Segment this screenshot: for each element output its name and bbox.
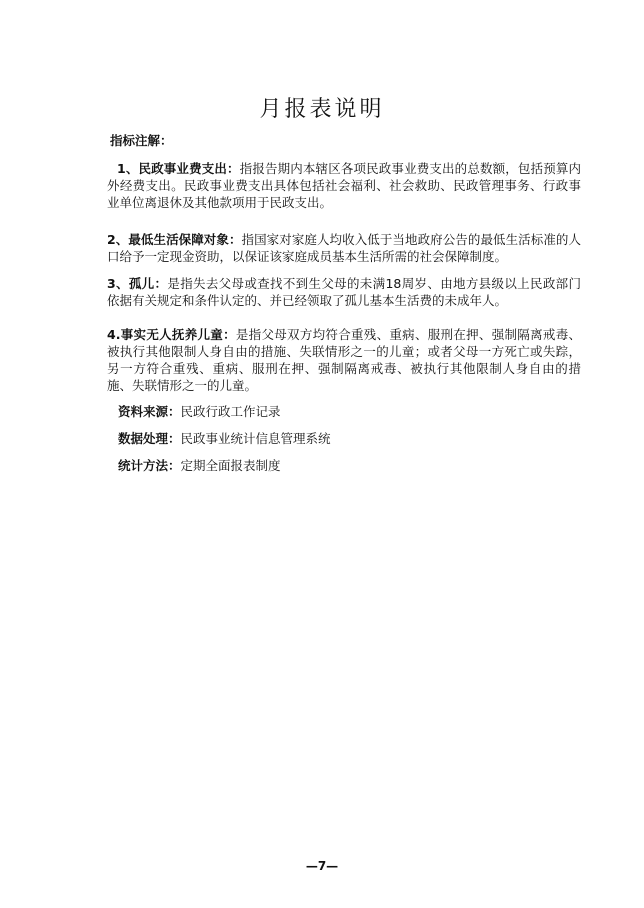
page-title: 月报表说明 <box>259 97 385 122</box>
meta-value: 定期全面报表制度 <box>180 458 281 473</box>
data-processing-line <box>118 429 331 447</box>
data-source-line <box>118 402 281 420</box>
definition-text: 是指父母双方均符合重残、重病、服刑在押、强制隔离戒毒、被执行其他限制人身自由的措施、失联情形之一的儿童；或者父母一方死亡或失踪，另一方符合重残、重病、服刑在押、强制隔离戒毒、被执行其他限制人身自由的措施、失联情形之一的儿童。 <box>107 327 581 393</box>
definition-text: 是指失去父母或查找不到生父母的未满18周岁、由地方县级以上民政部门依据有关规定和条件认定的、并已经领取了孤儿基本生活费的未成年人。 <box>107 276 581 308</box>
meta-key: 统计方法： <box>118 458 181 473</box>
definition-paragraph <box>107 231 581 265</box>
page-number: —7— <box>305 859 339 873</box>
definition-paragraph <box>107 160 581 211</box>
meta-value: 民政事业统计信息管理系统 <box>180 431 331 446</box>
definition-text: 指国家对家庭人均收入低于当地政府公告的最低生活标准的人口给予一定现金资助，以保证该家庭成员基本生活所需的社会保障制度。 <box>107 232 581 264</box>
definition-term: 4.事实无人抚养儿童： <box>107 327 236 342</box>
definition-term: 3、孤儿： <box>107 276 168 291</box>
meta-value: 民政行政工作记录 <box>180 404 281 419</box>
definition-term: 1、民政事业费支出： <box>117 161 240 176</box>
section-label: 指标注解： <box>110 133 173 148</box>
definition-paragraph <box>107 326 581 394</box>
meta-key: 数据处理： <box>118 431 181 446</box>
definition-term: 2、最低生活保障对象： <box>107 232 242 247</box>
meta-key: 资料来源： <box>118 404 181 419</box>
definition-paragraph <box>107 275 581 309</box>
definition-text: 指报告期内本辖区各项民政事业费支出的总数额，包括预算内外经费支出。民政事业费支出具体包括社会福利、社会救助、民政管理事务、行政事业单位离退休及其他款项用于民政支出。 <box>107 161 581 210</box>
statistical-method-line <box>118 456 281 474</box>
